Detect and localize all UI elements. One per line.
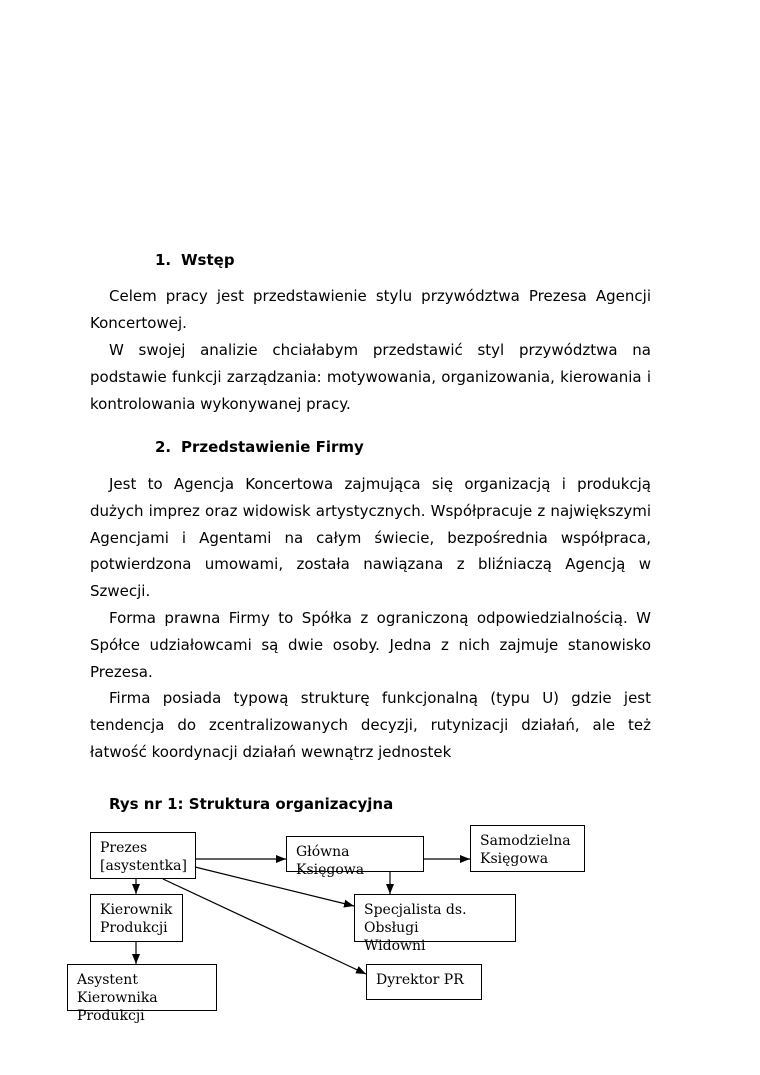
section-title: Wstęp	[181, 251, 235, 269]
org-box-prezes	[90, 832, 196, 879]
org-box-line: Dyrektor PR	[376, 972, 464, 988]
org-box-line: Produkcji	[77, 1008, 145, 1024]
org-box-samodzielna-ksiegowa	[470, 825, 585, 872]
section-title: Przedstawienie Firmy	[181, 438, 364, 456]
org-box-line: Prezes	[100, 840, 148, 856]
org-box-line: Asystent Kierownika	[77, 972, 158, 1006]
paragraph: Forma prawna Firmy to Spółka z ograniczoną odpowiedzialnością. W Spółce udziałowcami są dwie osoby. Jedna z nich zajmuje stanowisko Prezesa.	[90, 609, 651, 681]
org-box-line: Samodzielna	[480, 833, 571, 849]
org-box-specjalista	[354, 894, 516, 954]
org-box-dyrektor-pr	[366, 964, 482, 1000]
org-box-asystent-kierownika	[67, 964, 217, 1024]
paragraph: Celem pracy jest przedstawienie stylu przywództwa Prezesa Agencji Koncertowej.	[90, 287, 651, 332]
paragraph: Firma posiada typową strukturę funkcjonalną (typu U) gdzie jest tendencja do zcentralizowanych decyzji, rutynizacji działań, ale też łatwość koordynacji działań wewnątrz jednostek	[90, 689, 651, 761]
paragraph: W swojej analizie chciałabym przedstawić styl przywództwa na podstawie funkcji zarządzania: motywowania, organizowania, kierowania i kontrolowania wykonywanej pracy.	[90, 341, 651, 413]
paragraph: Jest to Agencja Koncertowa zajmująca się organizacją i produkcją dużych imprez oraz widowisk artystycznych. Współpracuje z największymi Agencjami i Agentami na całym świecie, bezpośrednia współpraca, potwierdzona umowami, została nawiązana z bliźniaczą Agencją w Szwecji.	[90, 475, 651, 601]
org-box-glowna-ksiegowa	[286, 836, 424, 878]
arrow-prezes-dyrektor-pr	[163, 879, 366, 974]
org-box-line: Produkcji	[100, 920, 168, 936]
org-box-line: Księgowa	[480, 851, 549, 867]
org-box-line: Kierownik	[100, 902, 173, 918]
org-box-line: [asystentka]	[100, 858, 187, 874]
org-box-line: Widowni	[364, 938, 426, 954]
org-box-line: Specjalista ds. Obsługi	[364, 902, 467, 936]
section-number: 2.	[155, 438, 172, 456]
org-box-line: Główna Księgowa	[296, 844, 365, 878]
org-box-kierownik-produkcji	[90, 894, 183, 942]
section-number: 1.	[155, 251, 172, 269]
figure-caption: Rys nr 1: Struktura organizacyjna	[109, 795, 394, 813]
